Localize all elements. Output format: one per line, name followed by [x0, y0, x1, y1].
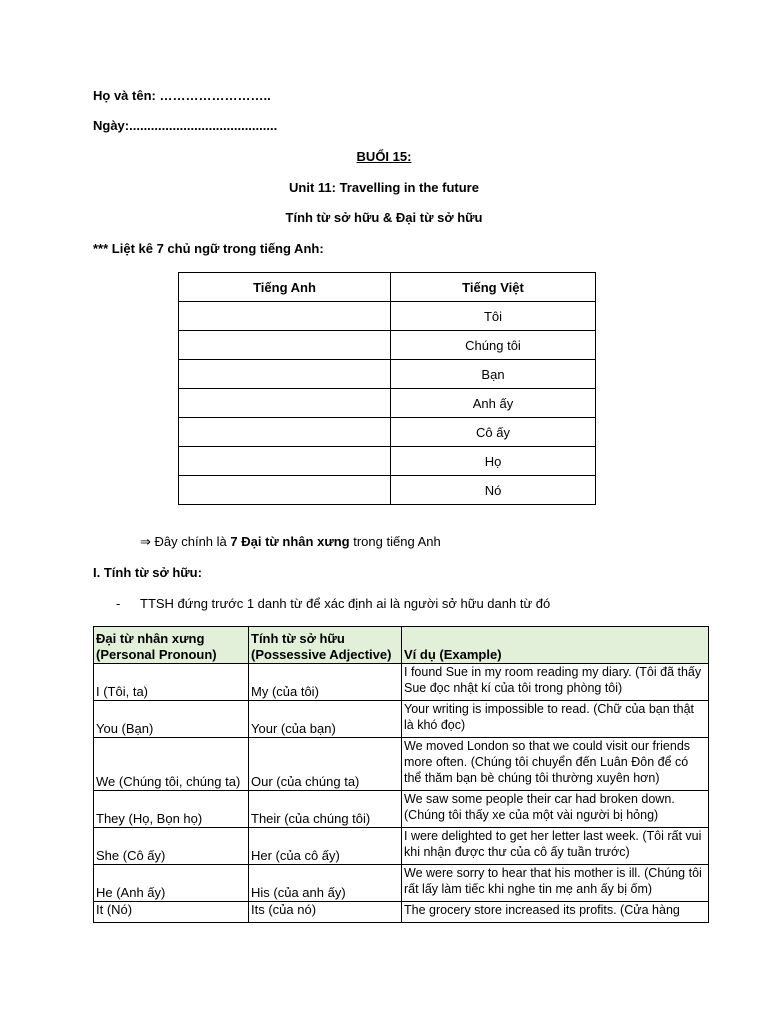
bullet-text: TTSH đứng trước 1 danh từ để xác định ai là người sở hữu danh từ đó [140, 596, 551, 611]
table-row [179, 360, 596, 389]
english-blank-cell[interactable] [179, 302, 391, 331]
possessive-adjective-table [93, 626, 709, 923]
table-row [94, 701, 709, 738]
table-row [94, 738, 709, 791]
table-row [94, 791, 709, 828]
topic-title: Tính từ sở hữu & Đại từ sở hữu [285, 210, 483, 225]
adjective-cell: Your (của bạn) [249, 701, 402, 738]
vietnamese-cell: Tôi [391, 302, 596, 331]
adjective-cell: Their (của chúng tôi) [249, 791, 402, 828]
adjective-cell: Its (của nó) [249, 902, 402, 923]
vietnamese-cell: Chúng tôi [391, 331, 596, 360]
session-title: BUỔI 15: [356, 149, 412, 164]
vietnamese-cell: Anh ấy [391, 389, 596, 418]
bullet-marker: - [116, 596, 121, 611]
example-cell: We saw some people their car had broken down. (Chúng tôi thấy xe của một vài người bị hỏng) [402, 791, 709, 828]
pronoun-cell: We (Chúng tôi, chúng ta) [94, 738, 249, 791]
pronoun-note [140, 534, 441, 550]
table-row [179, 476, 596, 505]
english-blank-cell[interactable] [179, 360, 391, 389]
adjective-cell: His (của anh ấy) [249, 865, 402, 902]
note-suffix: trong tiếng Anh [349, 534, 441, 549]
unit-title: Unit 11: Travelling in the future [289, 180, 479, 195]
note-bold: 7 Đại từ nhân xưng [230, 534, 350, 549]
adjective-cell: Our (của chúng ta) [249, 738, 402, 791]
example-cell: We were sorry to hear that his mother is ill. (Chúng tôi rất lấy làm tiếc khi nghe tin mẹ anh ấy bị ốm) [402, 865, 709, 902]
table-row [179, 389, 596, 418]
header-possessive-adjective: Tính từ sở hữu (Possessive Adjective) [249, 627, 402, 664]
header-example: Ví dụ (Example) [402, 627, 709, 664]
exercise-prompt: *** Liệt kê 7 chủ ngữ trong tiếng Anh: [93, 241, 324, 256]
pronoun-cell: I (Tôi, ta) [94, 664, 249, 701]
table-row [179, 418, 596, 447]
english-blank-cell[interactable] [179, 389, 391, 418]
table-row [94, 828, 709, 865]
subjects-table [178, 272, 596, 505]
example-cell: I found Sue in my room reading my diary. (Tôi đã thấy Sue đọc nhật kí của tôi trong phòng tôi) [402, 664, 709, 701]
table-row [179, 331, 596, 360]
table-row [179, 302, 596, 331]
header-personal-pronoun: Đại từ nhân xưng (Personal Pronoun) [94, 627, 249, 664]
adjective-cell: Her (của cô ấy) [249, 828, 402, 865]
example-cell: Your writing is impossible to read. (Chữ của bạn thật là khó đọc) [402, 701, 709, 738]
date-line: Ngày:......................................... [93, 118, 278, 133]
table-row [94, 664, 709, 701]
example-cell: We moved London so that we could visit our friends more often. (Chúng tôi chuyển đến Luân Đôn để có thể thăm bạn bè chúng tôi thường xuyên hơn) [402, 738, 709, 791]
english-blank-cell[interactable] [179, 331, 391, 360]
pronoun-cell: She (Cô ấy) [94, 828, 249, 865]
table-header-row [94, 627, 709, 664]
pronoun-cell: They (Họ, Bọn họ) [94, 791, 249, 828]
table-header-row [179, 273, 596, 302]
english-blank-cell[interactable] [179, 447, 391, 476]
vietnamese-cell: Cô ấy [391, 418, 596, 447]
note-prefix: ⇒ Đây chính là [140, 534, 231, 549]
english-blank-cell[interactable] [179, 418, 391, 447]
header-english: Tiếng Anh [179, 273, 391, 302]
name-line: Họ và tên: …………………….. [93, 88, 271, 103]
pronoun-cell: He (Anh ấy) [94, 865, 249, 902]
example-cell: I were delighted to get her letter last week. (Tôi rất vui khi nhận được thư của cô ấy tuần trước) [402, 828, 709, 865]
vietnamese-cell: Nó [391, 476, 596, 505]
table-row [94, 902, 709, 923]
table-row [179, 447, 596, 476]
example-cell: The grocery store increased its profits. (Cửa hàng [402, 902, 709, 923]
pronoun-cell: It (Nó) [94, 902, 249, 923]
pronoun-cell: You (Bạn) [94, 701, 249, 738]
section-title: I. Tính từ sở hữu: [93, 565, 202, 580]
vietnamese-cell: Bạn [391, 360, 596, 389]
vietnamese-cell: Họ [391, 447, 596, 476]
english-blank-cell[interactable] [179, 476, 391, 505]
adjective-cell: My (của tôi) [249, 664, 402, 701]
header-vietnamese: Tiếng Việt [391, 273, 596, 302]
table-row [94, 865, 709, 902]
